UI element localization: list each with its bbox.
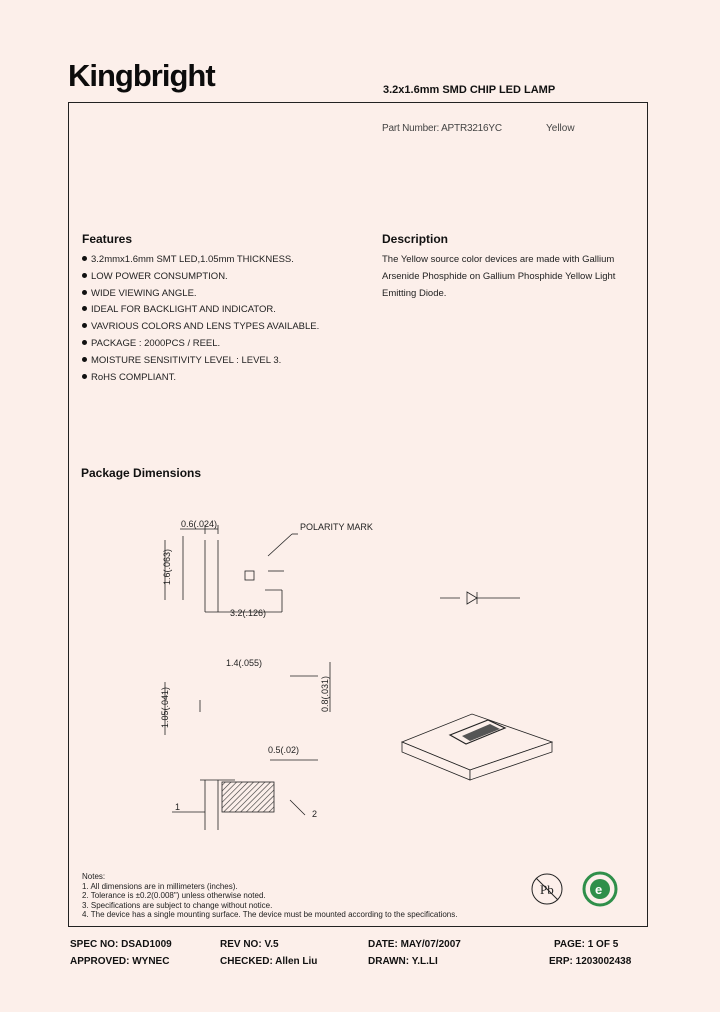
dim-thickness-left: 1.05(.041): [160, 686, 170, 728]
rohs-e-label: e: [595, 882, 603, 897]
note-line: 1. All dimensions are in millimeters (inches).: [82, 881, 238, 891]
drawn-by: DRAWN: Y.L.LI: [368, 956, 438, 967]
list-item: LOW POWER CONSUMPTION.: [82, 269, 319, 286]
rev-no: REV NO: V.5: [220, 939, 279, 950]
note-line: 2. Tolerance is ±0.2(0.008") unless otherwise noted.: [82, 891, 266, 901]
dim-label-2: 2: [312, 809, 318, 819]
leader-line: [290, 800, 305, 815]
kingbright-logo: Kingbright: [68, 58, 215, 93]
list-item: IDEAL FOR BACKLIGHT AND INDICATOR.: [82, 302, 319, 319]
notes-block: [82, 872, 457, 920]
checked-by: CHECKED: Allen Liu: [220, 956, 318, 967]
spec-no: SPEC NO: DSAD1009: [70, 939, 172, 950]
cathode-mark: [245, 571, 254, 580]
description-heading: Description: [382, 232, 449, 246]
note-line: 3. Specifications are subject to change without notice.: [82, 900, 273, 910]
part-color: Yellow: [546, 123, 575, 134]
list-item: WIDE VIEWING ANGLE.: [82, 286, 319, 303]
note-line: 4. The device has a single mounting surface. The device must be mounted according to the specifications.: [82, 910, 458, 920]
leader-line: [268, 534, 292, 556]
dim-height: 1.6(.063): [162, 548, 172, 585]
dim-pad-width: 1.4(.055): [226, 658, 263, 668]
package-dimensions-heading: Package Dimensions: [81, 466, 202, 480]
page-number: PAGE: 1 OF 5: [554, 939, 619, 950]
dim-thickness-right: 0.8(.031): [320, 675, 330, 712]
list-item: VAVRIOUS COLORS AND LENS TYPES AVAILABLE.: [82, 319, 319, 336]
dim-length: 3.2(.126): [230, 608, 267, 618]
features-heading: Features: [82, 232, 133, 246]
pb-free-label: Pb: [540, 882, 554, 897]
dim-terminal: 0.5(.02): [268, 745, 300, 755]
description-text: The Yellow source color devices are made with Gallium Arsenide Phosphide on Gallium Phosphide Yellow Light Emitting Diode.: [382, 254, 616, 299]
dim-cathode-mark: POLARITY MARK: [300, 522, 373, 532]
notes-title: Notes:: [82, 872, 106, 881]
dim-top-width: 0.6(.024): [181, 519, 218, 529]
document-title: 3.2x1.6mm SMD CHIP LED LAMP: [383, 84, 556, 96]
hatched-pad: [222, 782, 274, 812]
list-item: MOISTURE SENSITIVITY LEVEL : LEVEL 3.: [82, 353, 319, 370]
list-item: RoHS COMPLIANT.: [82, 370, 319, 387]
erp-number: ERP: 1203002438: [549, 956, 632, 967]
approved-by: APPROVED: WYNEC: [70, 956, 170, 967]
list-item: 3.2mmx1.6mm SMT LED,1.05mm THICKNESS.: [82, 252, 319, 269]
dim-label-1: 1: [175, 802, 181, 812]
part-number: Part Number: APTR3216YC: [382, 123, 502, 134]
list-item: PACKAGE : 2000PCS / REEL.: [82, 336, 319, 353]
date: DATE: MAY/07/2007: [368, 939, 461, 950]
